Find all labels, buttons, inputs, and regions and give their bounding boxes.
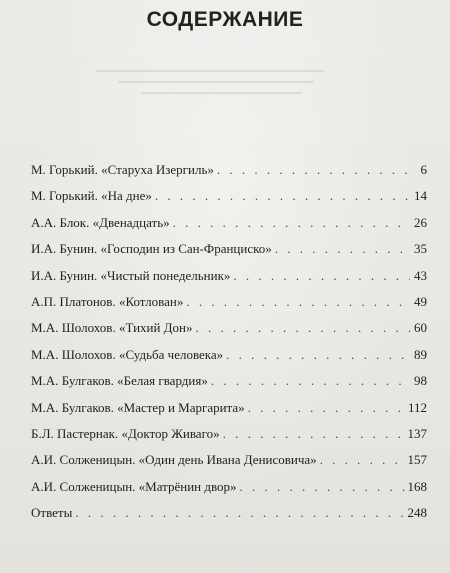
toc-entry-title: М.А. Булгаков. «Белая гвардия» xyxy=(31,373,208,389)
toc-entry[interactable] xyxy=(31,505,427,531)
bleed-through-text xyxy=(95,70,325,115)
dot-leader xyxy=(211,373,410,389)
toc-entry-page-number: 89 xyxy=(414,346,427,362)
dot-leader xyxy=(233,268,410,284)
toc-entry[interactable] xyxy=(31,188,427,214)
toc-entry[interactable] xyxy=(31,347,427,373)
toc-entry-title: М. Горький. «На дне» xyxy=(31,188,152,204)
toc-entry[interactable] xyxy=(31,373,427,399)
dot-leader xyxy=(275,241,410,257)
toc-entry[interactable] xyxy=(31,268,427,294)
toc-entry-title: М. Горький. «Старуха Изергиль» xyxy=(31,162,214,177)
toc-entry[interactable] xyxy=(31,162,427,188)
toc-entry-page-number: 112 xyxy=(407,399,427,415)
toc-entry[interactable] xyxy=(31,479,427,505)
dot-leader xyxy=(155,188,410,204)
toc-entry-title: М.А. Шолохов. «Тихий Дон» xyxy=(31,320,193,336)
toc-entry[interactable] xyxy=(31,320,427,346)
toc-entry-page-number: 137 xyxy=(407,425,427,441)
toc-entry-title: М.А. Булгаков. «Мастер и Маргарита» xyxy=(31,399,245,415)
toc-entry-page-number: 6 xyxy=(420,162,427,177)
dot-leader xyxy=(248,400,405,416)
toc-entry-page-number: 43 xyxy=(414,267,427,283)
toc-entry[interactable] xyxy=(31,452,427,478)
toc-entry-title: А.И. Солженицын. «Один день Ивана Денисовича» xyxy=(31,452,317,468)
toc-entry-title: М.А. Шолохов. «Судьба человека» xyxy=(31,346,224,362)
dot-leader xyxy=(226,347,410,363)
dot-leader xyxy=(186,294,410,310)
toc-entry-title: А.И. Солженицын. «Матрёнин двор» xyxy=(31,478,237,494)
toc-entry[interactable] xyxy=(31,426,427,452)
toc-entry-title: Б.Л. Пастернак. «Доктор Живаго» xyxy=(31,425,220,441)
toc-entry-page-number: 248 xyxy=(407,505,427,521)
toc-entry-page-number: 168 xyxy=(407,478,427,494)
toc-entry-title: А.П. Платонов. «Котлован» xyxy=(31,293,184,309)
toc-entry[interactable] xyxy=(31,294,427,320)
dot-leader xyxy=(240,479,405,495)
toc-entry-page-number: 14 xyxy=(414,188,427,204)
toc-entry-title: Ответы xyxy=(31,505,73,521)
toc-entry[interactable] xyxy=(31,215,427,241)
toc-entry-title: И.А. Бунин. «Чистый понедельник» xyxy=(31,267,231,283)
toc-entry-page-number: 49 xyxy=(414,293,427,309)
toc-entry-page-number: 98 xyxy=(414,373,427,389)
dot-leader xyxy=(75,505,404,521)
dot-leader xyxy=(217,162,410,178)
toc-entry-title: И.А. Бунин. «Господин из Сан-Франциско» xyxy=(31,241,272,257)
toc-entry[interactable] xyxy=(31,400,427,426)
dot-leader xyxy=(320,452,405,468)
table-of-contents xyxy=(31,162,427,531)
dot-leader xyxy=(173,215,410,231)
toc-entry[interactable] xyxy=(31,241,427,267)
dot-leader xyxy=(196,320,410,336)
dot-leader xyxy=(223,426,405,442)
page-title: СОДЕРЖАНИЕ xyxy=(146,8,304,31)
toc-entry-page-number: 60 xyxy=(414,320,427,336)
toc-entry-page-number: 26 xyxy=(414,214,427,230)
toc-entry-page-number: 35 xyxy=(414,241,427,257)
toc-entry-title: А.А. Блок. «Двенадцать» xyxy=(31,214,170,230)
toc-entry-page-number: 157 xyxy=(407,452,427,468)
